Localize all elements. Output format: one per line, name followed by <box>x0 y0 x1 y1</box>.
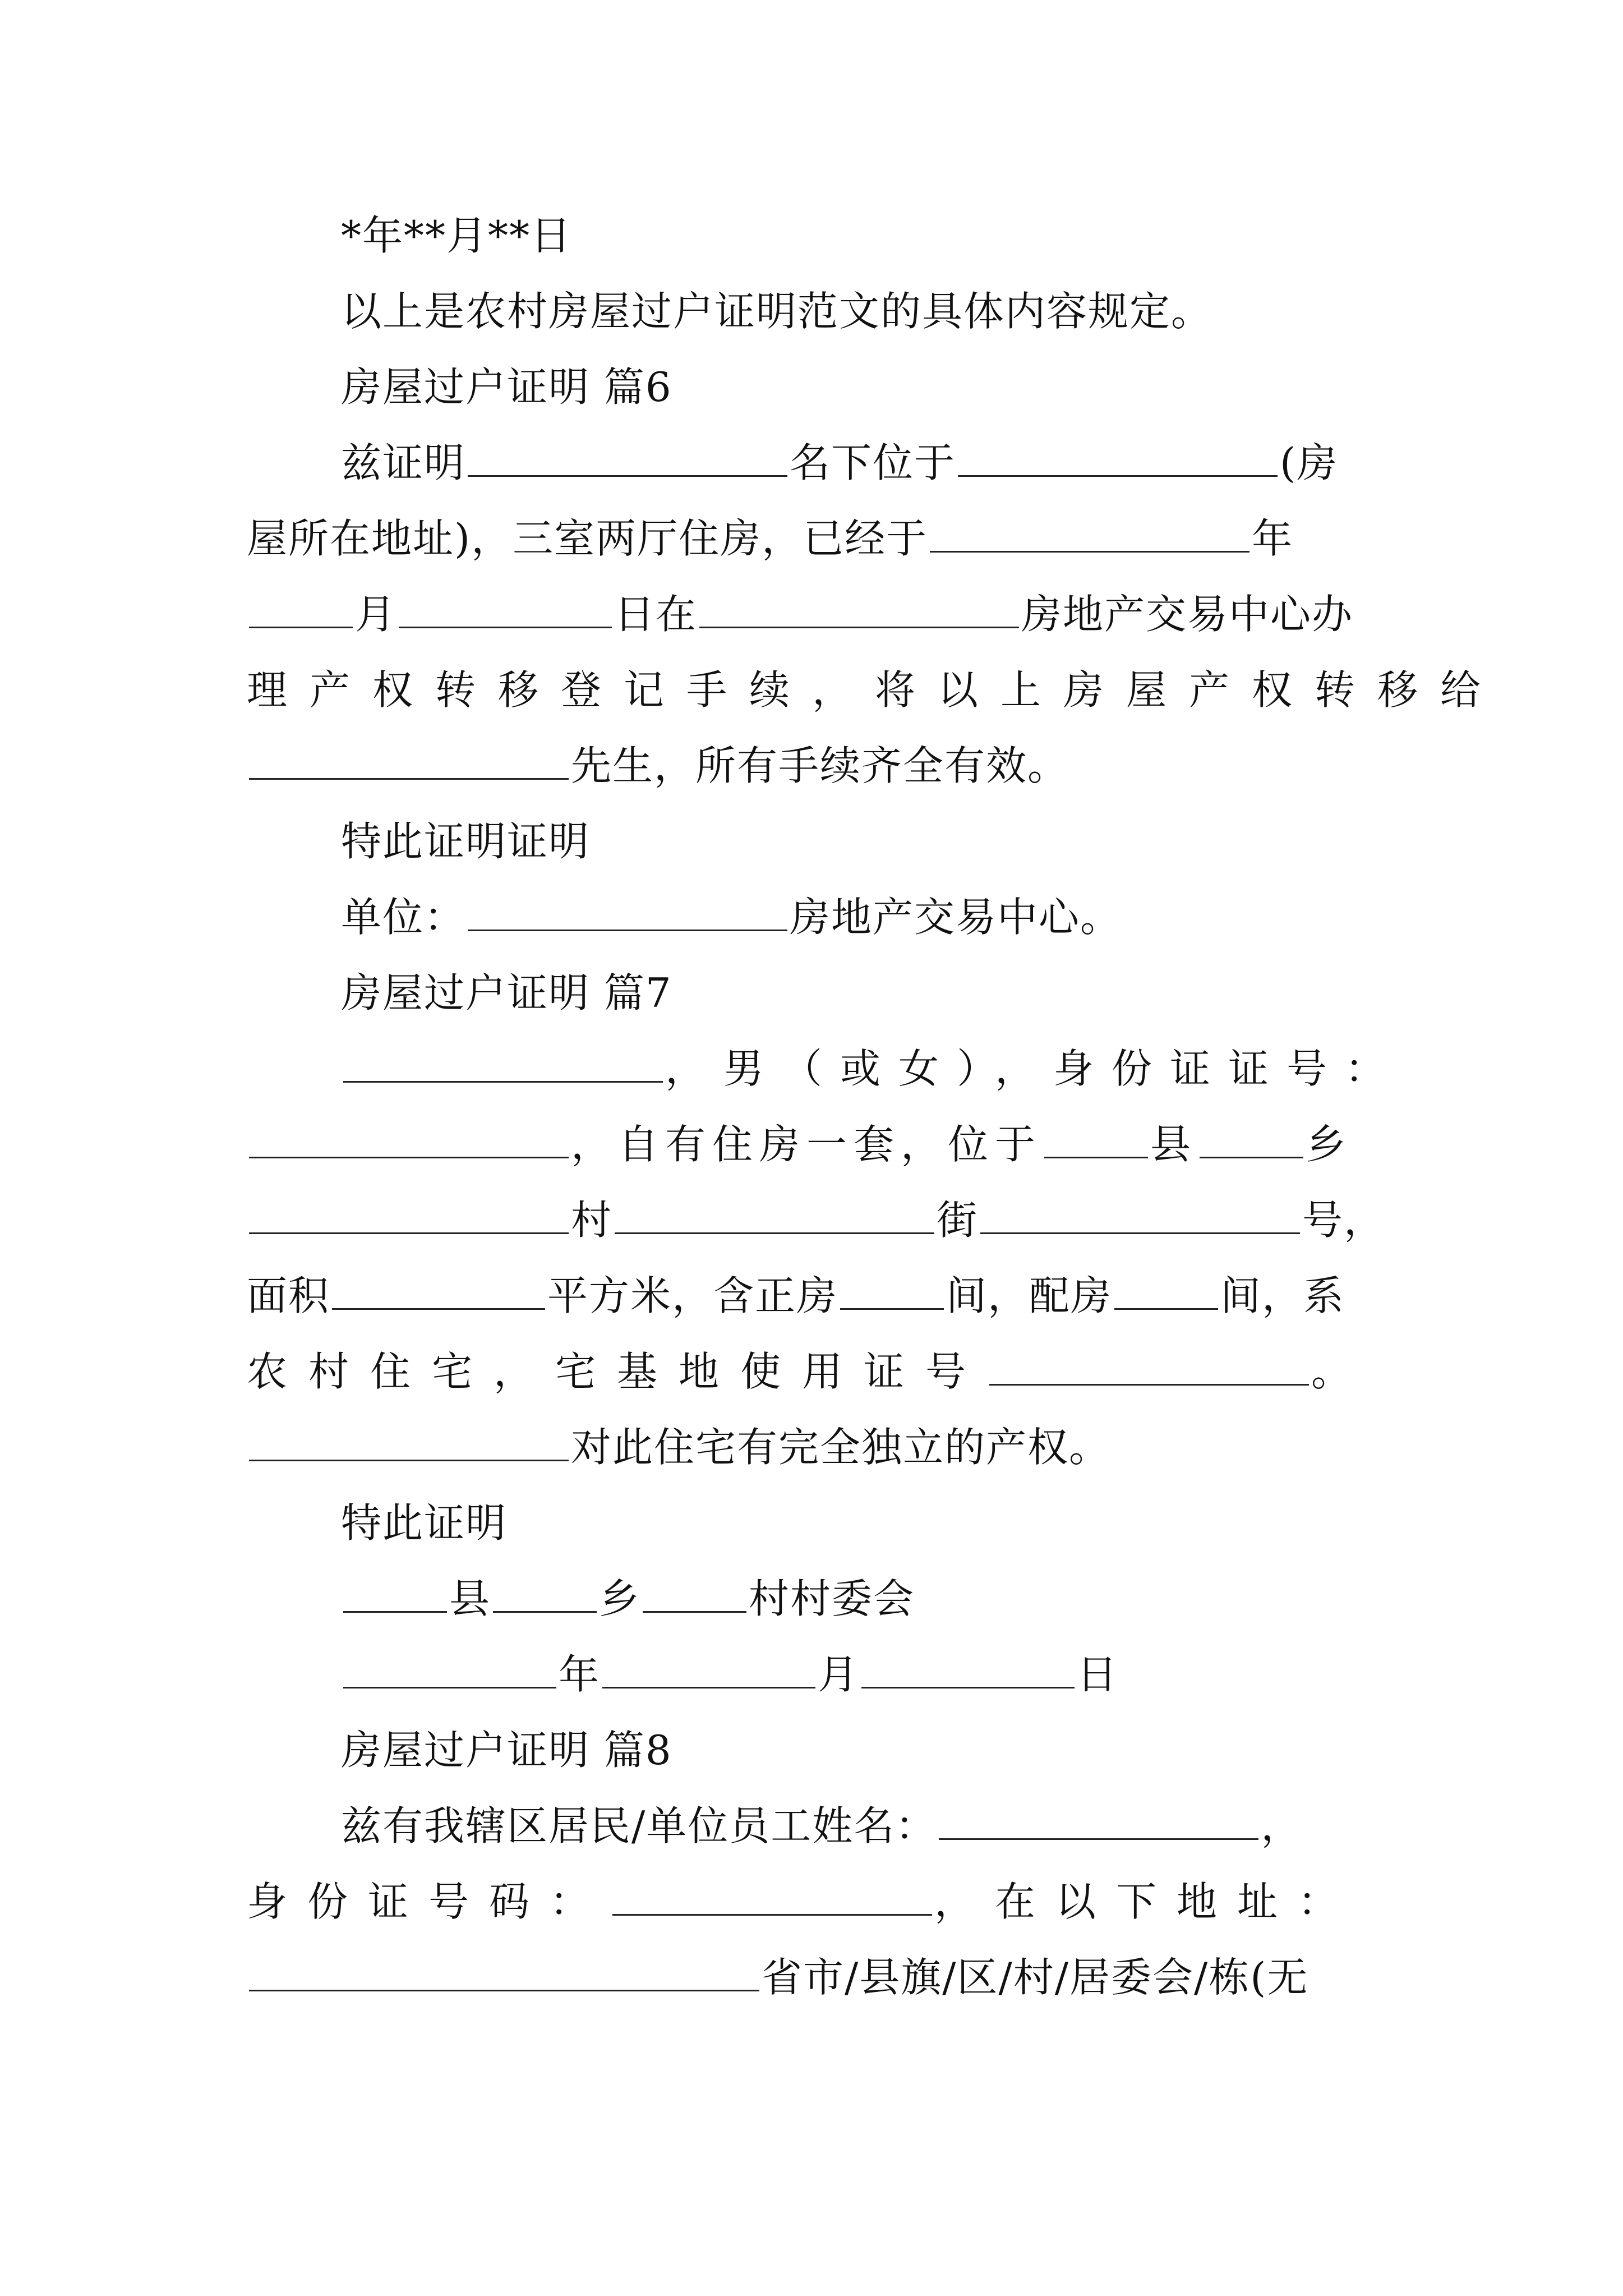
section-heading-6 <box>247 348 1385 426</box>
fill-blank[interactable] <box>399 587 612 628</box>
text-fragment: 屋所在地址)，三室两厅住房，已经于 <box>247 515 928 562</box>
text-fragment: 省市/县旗/区/村/居委会/栋(无 <box>762 1954 1309 2001</box>
fill-blank[interactable] <box>980 1193 1300 1234</box>
heading-text: 房屋过户证明 篇7 <box>341 969 672 1016</box>
paragraph-line <box>247 1787 1385 1865</box>
signature-date-line <box>247 1635 1385 1714</box>
fill-blank[interactable] <box>615 1193 934 1234</box>
text-fragment: ，男（或女），身份证证号： <box>665 1045 1404 1092</box>
fill-blank[interactable] <box>249 1420 569 1461</box>
paragraph-line <box>247 1332 1385 1411</box>
text-fragment: ， <box>1261 1802 1303 1849</box>
fill-blank[interactable] <box>468 436 787 477</box>
section-heading-8 <box>247 1711 1385 1789</box>
unit-line <box>247 878 1385 956</box>
text-fragment: 平方米，含正房 <box>547 1272 838 1319</box>
paragraph-line <box>247 1408 1385 1487</box>
fill-blank[interactable] <box>612 1875 932 1916</box>
paragraph-line <box>247 651 1504 729</box>
text-fragment: 理产权转移登记手续，将以上房屋产权转移给 <box>247 666 1504 714</box>
certify-line <box>247 1484 1385 1562</box>
fill-blank[interactable] <box>989 1345 1309 1386</box>
heading-text: 房屋过户证明 篇6 <box>341 364 672 411</box>
text-fragment: 房地产交易中心办 <box>1021 591 1354 638</box>
text-fragment: 先生，所有手续齐全有效。 <box>571 742 1069 789</box>
text-fragment: 年 <box>559 1651 601 1698</box>
fill-blank[interactable] <box>958 436 1278 477</box>
text-fragment: 特此证明证明 <box>341 818 591 865</box>
date-line <box>247 196 1385 275</box>
paragraph-line <box>247 1181 1385 1259</box>
paragraph-line <box>247 1938 1385 2017</box>
fill-blank[interactable] <box>249 587 353 628</box>
fill-blank[interactable] <box>930 512 1249 553</box>
paragraph-line <box>247 1105 1385 1184</box>
certify-line <box>247 802 1385 881</box>
fill-blank[interactable] <box>332 1269 545 1310</box>
text-fragment: 日 <box>1077 1651 1119 1698</box>
text-fragment: 兹证明 <box>341 439 466 486</box>
fill-blank[interactable] <box>643 1572 746 1613</box>
summary-line <box>247 272 1385 351</box>
heading-text: 房屋过户证明 篇8 <box>341 1727 672 1774</box>
fill-blank[interactable] <box>1044 1117 1148 1158</box>
paragraph-line <box>247 1257 1385 1335</box>
text-fragment: 村村委会 <box>749 1575 915 1622</box>
fill-blank[interactable] <box>1114 1269 1218 1310</box>
fill-blank[interactable] <box>343 1042 663 1083</box>
fill-blank[interactable] <box>699 587 1019 628</box>
text-fragment: 乡 <box>1306 1121 1353 1168</box>
paragraph-line <box>247 575 1385 654</box>
text-fragment: 月 <box>818 1651 860 1698</box>
fill-blank[interactable] <box>249 739 569 780</box>
fill-blank[interactable] <box>861 1648 1075 1688</box>
text-fragment: ，在以下地址： <box>934 1878 1359 1925</box>
fill-blank[interactable] <box>249 1117 569 1158</box>
fill-blank[interactable] <box>939 1799 1258 1840</box>
fill-blank[interactable] <box>343 1572 447 1613</box>
fill-blank[interactable] <box>343 1648 556 1688</box>
committee-line <box>247 1559 1385 1638</box>
text-fragment: 间，配房 <box>946 1272 1113 1319</box>
text-fragment: 年 <box>1252 515 1294 562</box>
section-heading-7 <box>247 954 1385 1032</box>
text-fragment: 面积 <box>247 1272 330 1319</box>
paragraph-line <box>247 499 1385 578</box>
fill-blank[interactable] <box>468 890 787 931</box>
text-fragment: 县 <box>1150 1121 1198 1168</box>
text-fragment: 月 <box>355 591 397 638</box>
fill-blank[interactable] <box>249 1950 759 1991</box>
text-fragment: 县 <box>449 1575 491 1622</box>
text-fragment: 农村住宅，宅基地使用证号 <box>247 1348 988 1395</box>
paragraph-line <box>247 1029 1404 1108</box>
fill-blank[interactable] <box>602 1648 815 1688</box>
text-fragment: 单位： <box>341 894 466 941</box>
text-fragment: 乡 <box>599 1575 641 1622</box>
paragraph-line <box>247 726 1385 805</box>
text-fragment: ，自有住房一套，位于 <box>571 1121 1043 1168</box>
text-fragment: 特此证明 <box>341 1499 508 1547</box>
fill-blank[interactable] <box>249 1193 569 1234</box>
fill-blank[interactable] <box>493 1572 597 1613</box>
text-fragment: (房 <box>1280 439 1339 486</box>
text-fragment: 房地产交易中心。 <box>790 894 1122 941</box>
text-fragment: 兹有我辖区居民/单位员工姓名： <box>341 1802 937 1849</box>
text-fragment: 对此住宅有完全独立的产权。 <box>571 1424 1111 1471</box>
text-fragment: 。 <box>1311 1348 1373 1395</box>
text-fragment: 村 <box>571 1197 613 1244</box>
date-text: *年**月**日 <box>341 212 573 259</box>
text-fragment: 名下位于 <box>790 439 956 486</box>
fill-blank[interactable] <box>1200 1117 1303 1158</box>
text-fragment: 日在 <box>614 591 698 638</box>
text-fragment: 间，系 <box>1220 1272 1345 1319</box>
text-fragment: 身份证号码： <box>247 1878 611 1925</box>
fill-blank[interactable] <box>840 1269 944 1310</box>
paragraph-line <box>247 424 1385 502</box>
paragraph-line <box>247 1862 1385 1941</box>
summary-text: 以上是农村房屋过户证明范文的具体内容规定。 <box>341 288 1213 335</box>
text-fragment: 号， <box>1302 1197 1386 1244</box>
text-fragment: 街 <box>937 1197 979 1244</box>
